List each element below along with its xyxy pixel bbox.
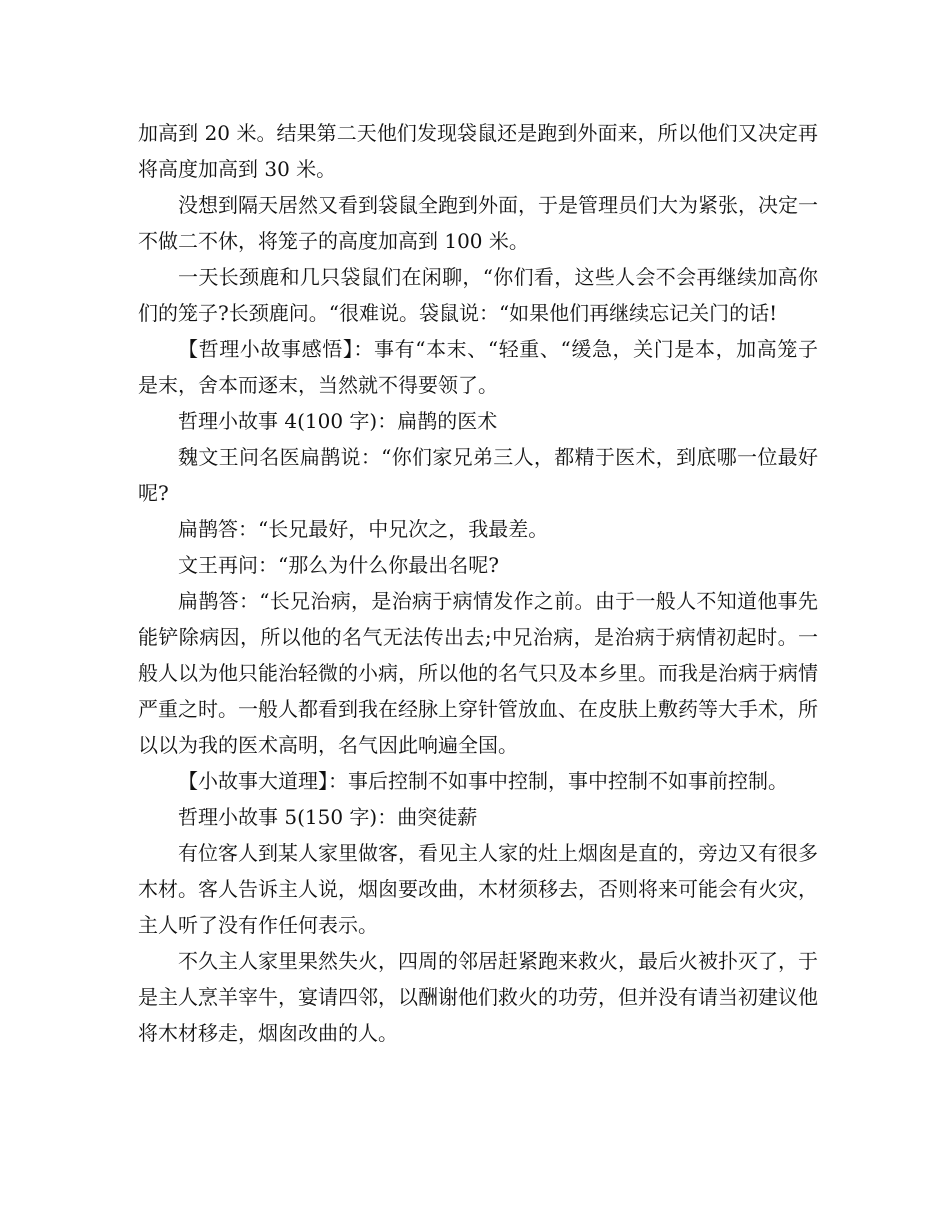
- story-heading-4: 哲理小故事 4(100 字)：扁鹊的医术: [178, 409, 498, 433]
- paragraph-moral-2: 【小故事大道理】：事后控制不如事中控制，事中控制不如事前控制。: [178, 769, 788, 793]
- paragraph-moral-1: 【哲理小故事感悟】：事有“本末、“轻重、“缓急，关门是本，加高笼子是末，舍本而逐末，当然就不得要领了。: [138, 337, 818, 397]
- paragraph-bianque-answer-2: 扁鹊答：“长兄治病，是治病于病情发作之前。由于一般人不知道他事先能铲除病因，所以他的名气无法传出去;中兄治病，是治病于病情初起时。一般人以为他只能治轻微的小病，所以他的名气只及本乡里。而我是治病于病情严重之时。一般人都看到我在经脉上穿针管放血、在皮肤上敷药等大手术，所以以为我的医术高明，名气因此响遍全国。: [138, 589, 818, 757]
- paragraph-cage-height: 没想到隔天居然又看到袋鼠全跑到外面，于是管理员们大为紧张，决定一不做二不休，将笼子的高度加高到 100 米。: [138, 193, 818, 253]
- paragraph-giraffe-chat: 一天长颈鹿和几只袋鼠们在闲聊，“你们看，这些人会不会再继续加高你们的笼子?长颈鹿问。“很难说。袋鼠说：“如果他们再继续忘记关门的话!: [138, 265, 818, 325]
- paragraph-king-question: 魏文王问名医扁鹊说：“你们家兄弟三人，都精于医术，到底哪一位最好呢?: [138, 445, 818, 505]
- paragraph-continuation: 加高到 20 米。结果第二天他们发现袋鼠还是跑到外面来，所以他们又决定再将高度加高到 30 米。: [138, 121, 818, 181]
- paragraph-king-question-2: 文王再问：“那么为什么你最出名呢?: [178, 553, 499, 577]
- paragraph-bianque-answer-1: 扁鹊答：“长兄最好，中兄次之，我最差。: [178, 517, 549, 541]
- paragraph-fire-outcome: 不久主人家里果然失火，四周的邻居赶紧跑来救火，最后火被扑灭了，于是主人烹羊宰牛，宴请四邻，以酬谢他们救火的功劳，但并没有请当初建议他将木材移走，烟囱改曲的人。: [138, 949, 818, 1045]
- paragraph-guest-advice: 有位客人到某人家里做客，看见主人家的灶上烟囱是直的，旁边又有很多木材。客人告诉主人说，烟囱要改曲，木材须移去，否则将来可能会有火灾，主人听了没有作任何表示。: [138, 841, 818, 937]
- story-heading-5: 哲理小故事 5(150 字)：曲突徒薪: [178, 805, 478, 829]
- document-body: [138, 115, 818, 1051]
